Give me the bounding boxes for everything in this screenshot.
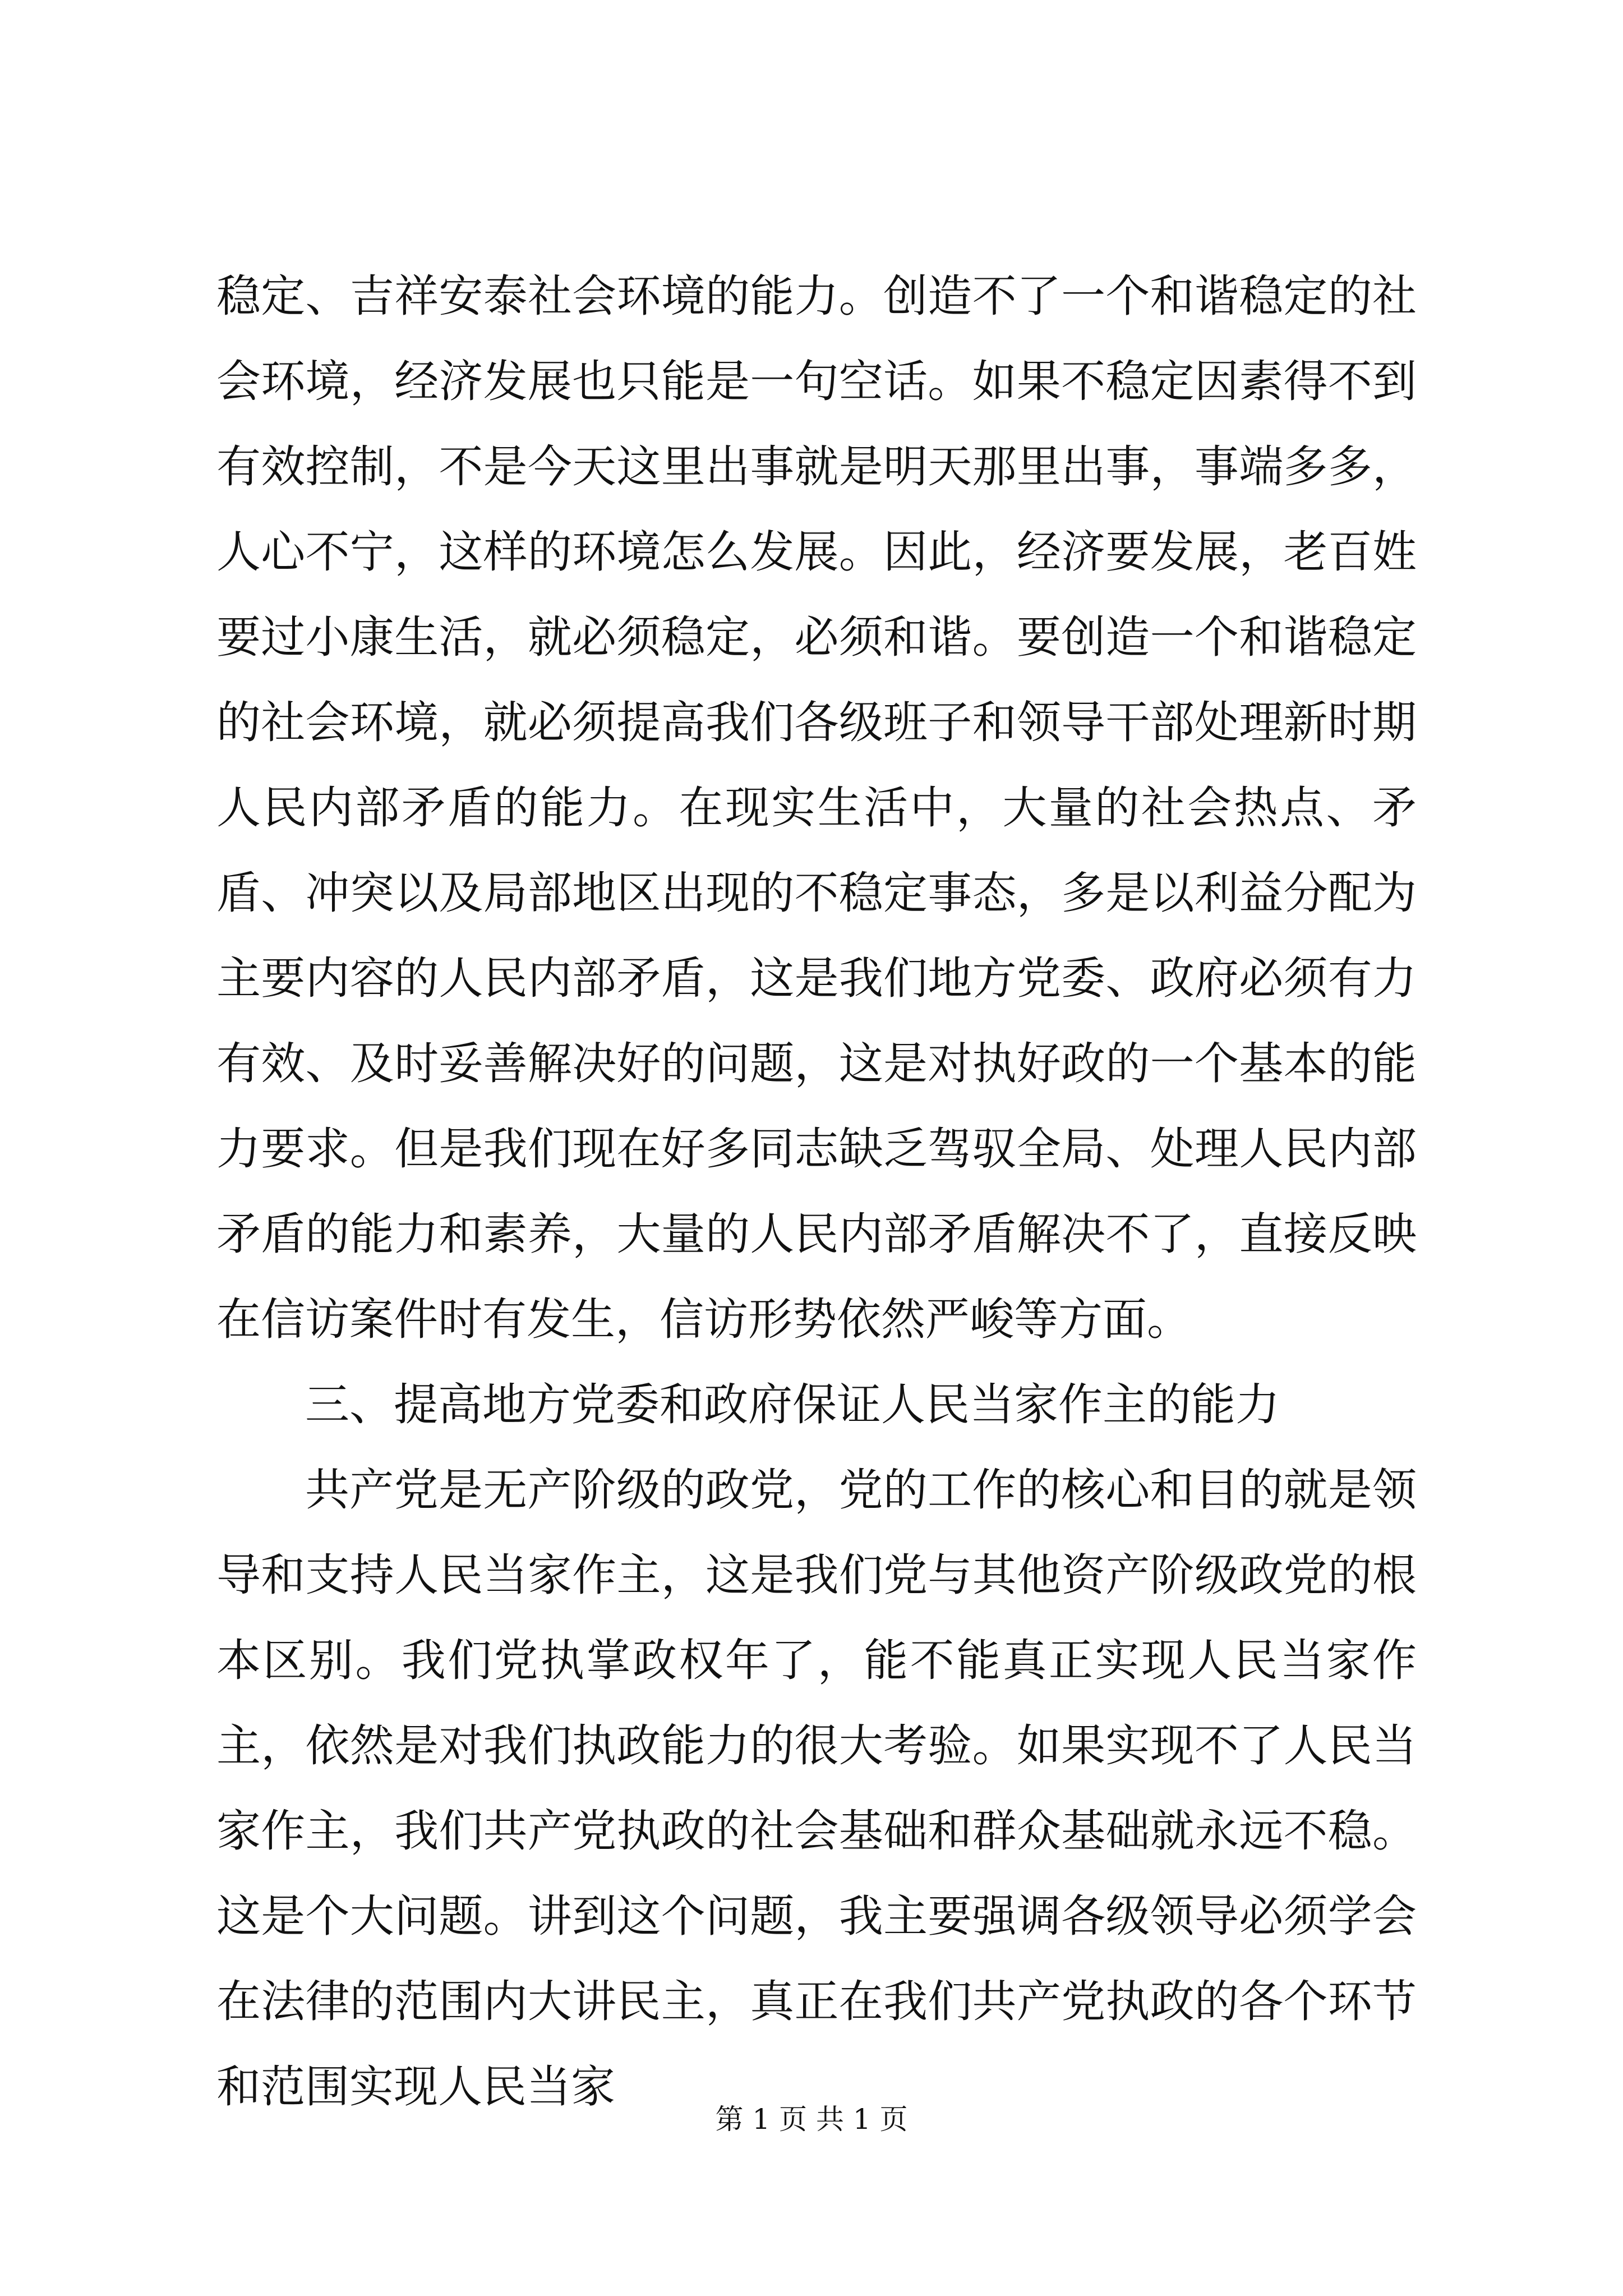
section-heading: 三、提高地方党委和政府保证人民当家作主的能力 <box>305 1379 1280 1430</box>
document-body <box>216 254 1417 2129</box>
page-footer: 第 1 页 共 1 页 <box>715 2103 908 2136</box>
paragraph-continuation: 稳定、吉祥安泰社会环境的能力。创造不了一个和谐稳定的社会环境，经济发展也只能是一句空话。如果不稳定因素得不到有效控制，不是今天这里出事就是明天那里出事，事端多多，人心不宁，这样的环境怎么发展。因此，经济要发展，老百姓要过小康生活，就必须稳定，必须和谐。要创造一个和谐稳定的社会环境，就必须提高我们各级班子和领导干部处理新时期人民内部矛盾的能力。在现实生活中，大量的社会热点、矛盾、冲突以及局部地区出现的不稳定事态，多是以利益分配为主要内容的人民内部矛盾，这是我们地方党委、政府必须有力有效、及时妥善解决好的问题，这是对执好政的一个基本的能力要求。但是我们现在好多同志缺乏驾驭全局、处理人民内部矛盾的能力和素养，大量的人民内部矛盾解决不了，直接反映在信访案件时有发生，信访形势依然严峻等方面。 <box>216 270 1417 1345</box>
paragraph-body: 共产党是无产阶级的政党，党的工作的核心和目的就是领导和支持人民当家作主，这是我们党与其他资产阶级政党的根本区别。我们党执掌政权年了，能不能真正实现人民当家作主，依然是对我们执政能力的很大考验。如果实现不了人民当家作主，我们共产党执政的社会基础和群众基础就永远不稳。这是个大问题。讲到这个问题，我主要强调各级领导必须学会在法律的范围内大讲民主，真正在我们共产党执政的各个环节和范围实现人民当家 <box>216 1464 1417 2113</box>
